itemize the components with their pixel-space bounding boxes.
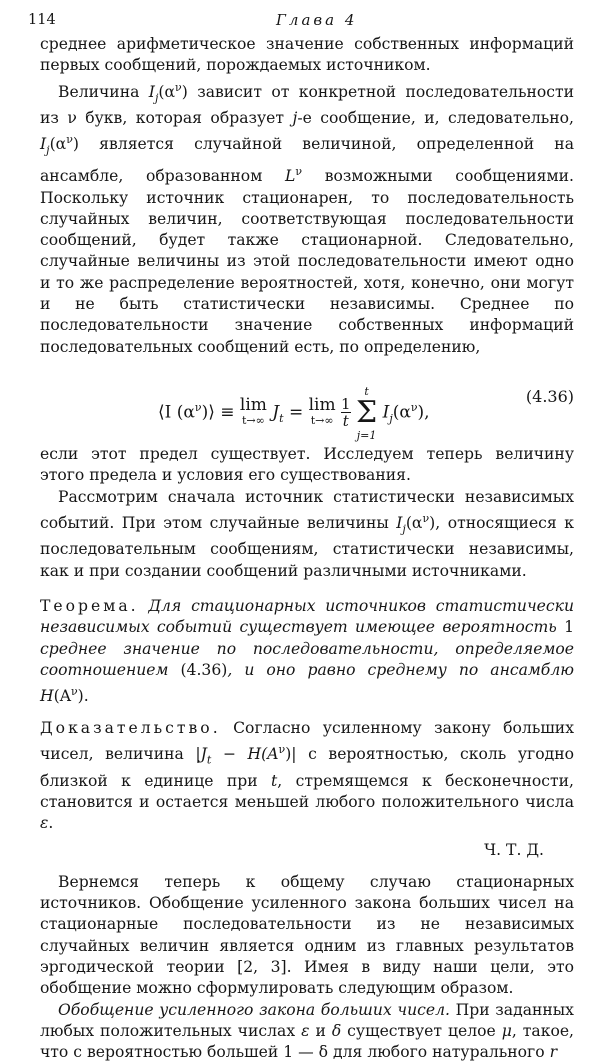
page-number: 114 bbox=[28, 12, 56, 28]
equation-4-36 bbox=[40, 362, 574, 440]
qed-mark: Ч. Т. Д. bbox=[484, 841, 544, 860]
paragraph-1: среднее арифметическое значение собственных информаций первых сообщений, порождаемых источником. bbox=[40, 35, 574, 75]
chapter-title: Глава 4 bbox=[276, 11, 358, 29]
fraction: $\frac{1}{t}$ bbox=[341, 395, 351, 431]
equation-number: (4.36) bbox=[525, 386, 574, 406]
limit-1: lim t→∞ bbox=[239, 394, 267, 427]
limit-2: lim t→∞ bbox=[308, 394, 336, 427]
paragraph-3: если этот предел существует. Исследуем теперь величину этого предела и условия его существования. bbox=[40, 444, 574, 485]
theorem-label: Теорема. bbox=[40, 597, 139, 616]
equation-body: ⟨I $(\alpha^\nu)⟩ \equiv \lim$ t→∞ $J_t = \lim$ t→∞ $\frac{1}{t}$ t Σ j=1 $I_j(\alpha^\nu)$, bbox=[158, 384, 430, 442]
page bbox=[28, 0, 575, 1062]
proof-label: Доказательство. bbox=[40, 718, 221, 737]
running-header bbox=[28, 6, 574, 30]
paragraph-5: Вернемся теперь к общему случаю стационарных источников. Обобщение усиленного закона больших чисел на стационарные последовательности из не независимых случайных величин является одним из главных результатов эргодической теории [2, 3]. Имея в виду наши цели, это обобщение можно сформулировать следующим образом. bbox=[40, 872, 574, 998]
theorem: Теорема. Для стационарных источников статистически независимых событий существует имеющее вероятность 1 среднее значение по последовательности, определяемое соотношением (4.36), и оно равно среднему по ансамблю $H(A^\nu)$. bbox=[40, 597, 574, 706]
paragraph-2: Величина $I_j(\alpha^\nu)$ зависит от конкретной последовательности из ν букв, которая образует j-е сообщение, и, следовательно, $I_j(\alpha^\nu)$ является случайной величиной, определенной на ансамбле, образованном $L^\nu$ возможными сообщениями. Поскольку источник стационарен, то последовательность случайных величин, соответствующая последовательности сообщений, будет также стационарной. Следовательно, случайные величины из этой последовательности имеют одно и то же распределение вероятностей, хотя, конечно, они могут и не быть статистически независимы. Среднее по последовательности значение собственных информаций последовательных сообщений есть, по определению, bbox=[40, 80, 574, 356]
proof: Доказательство. Согласно усиленному закону больших чисел, величина $|J_t - H(A^\nu)|$ с вероятностью, сколь угодно близкой к единице при t, стремящемся к бесконечности, становится и остается меньшей любого положительного числа ε. bbox=[40, 718, 574, 833]
paragraph-6: Обобщение усиленного закона больших чисел. При заданных любых положительных числах ε и δ существует целое μ, такое, что с вероятностью большей 1 — δ для любого натурального r bbox=[40, 1000, 575, 1062]
paragraph-4: Рассмотрим сначала источник статистически независимых событий. При этом случайные величины $I_j(\alpha^\nu)$, относящиеся к последовательным сообщениям, статистически независимы, как и при создании сообщений различными источниками. bbox=[40, 487, 574, 580]
summation: t Σ j=1 bbox=[355, 384, 378, 442]
generalization-title: Обобщение усиленного закона больших чисел. bbox=[58, 1000, 450, 1019]
